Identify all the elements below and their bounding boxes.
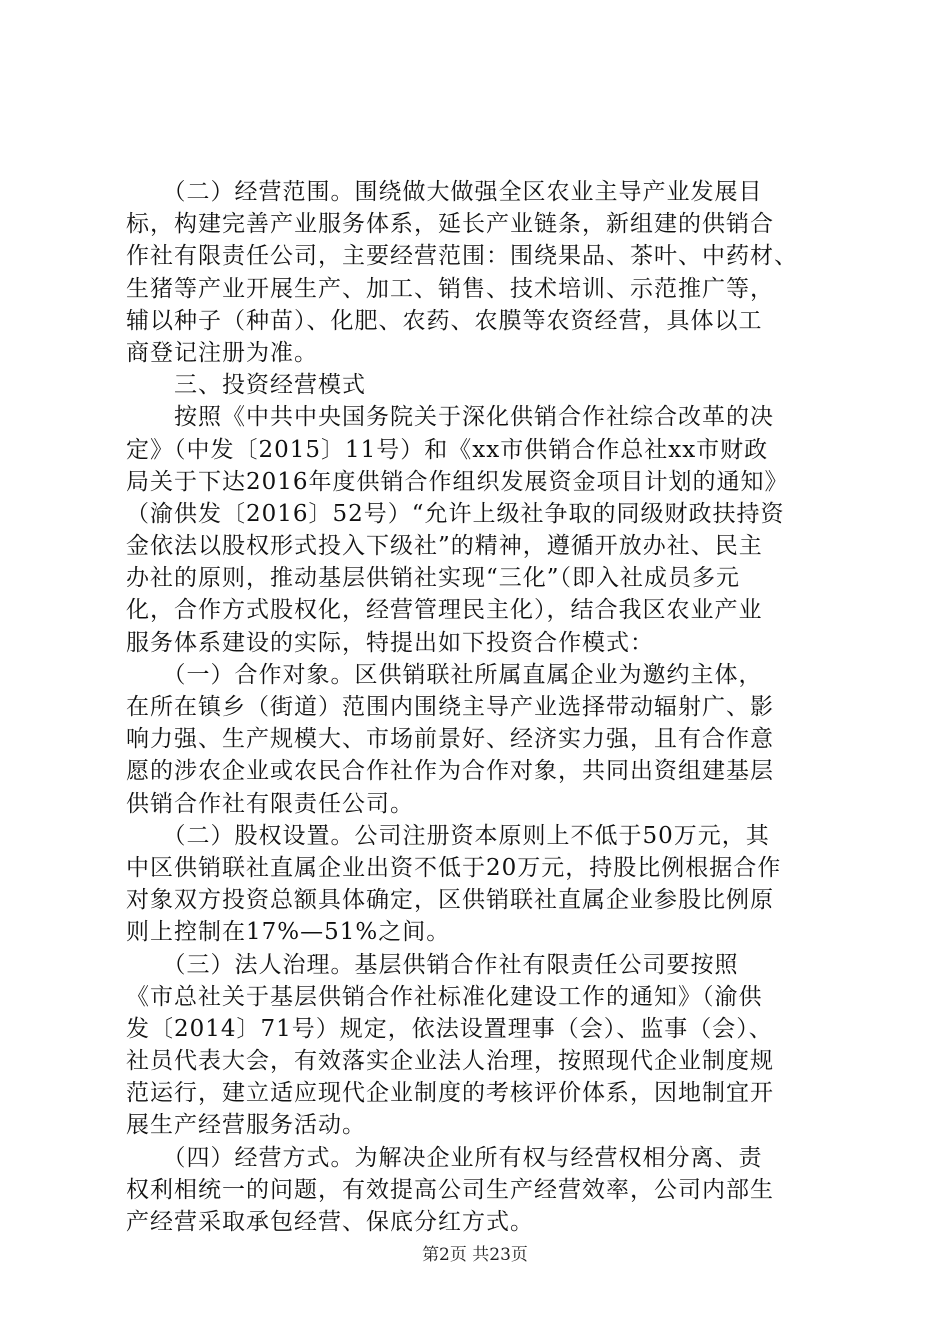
text-line: 服务体系建设的实际，特提出如下投资合作模式： xyxy=(126,629,654,656)
text-line: （渝供发〔2016〕52号）“允许上级社争取的同级财政扶持资 xyxy=(126,500,785,527)
text-line: 化，合作方式股权化，经营管理民主化），结合我区农业产业 xyxy=(126,597,763,624)
text-line: 权利相统一的问题，有效提高公司生产经营效率，公司内部生 xyxy=(126,1176,774,1203)
text-line: 对象双方投资总额具体确定，区供销联社直属企业参股比例原 xyxy=(126,887,774,914)
text-line: 辅以种子（种苗）、化肥、农药、农膜等农资经营，具体以工 xyxy=(126,307,763,334)
page-footer: 第2页 共23页 xyxy=(422,1245,528,1265)
text-line: 商登记注册为准。 xyxy=(126,339,318,366)
text-line: 愿的涉农企业或农民合作社作为合作对象，共同出资组建基层 xyxy=(126,758,774,785)
text-line: 在所在镇乡（街道）范围内围绕主导产业选择带动辐射广、影 xyxy=(126,694,774,720)
text-line: 供销合作社有限责任公司。 xyxy=(126,790,414,817)
text-line: 生猪等产业开展生产、加工、销售、技术培训、示范推广等， xyxy=(126,275,774,302)
text-line: 中区供销联社直属企业出资不低于20万元，持股比例根据合作 xyxy=(126,854,782,881)
text-line: 《市总社关于基层供销合作社标准化建设工作的通知》（渝供 xyxy=(126,983,763,1010)
text-line: 展生产经营服务活动。 xyxy=(126,1112,366,1139)
text-line: 则上控制在17%—51%之间。 xyxy=(126,919,451,946)
text-line: 三、投资经营模式 xyxy=(126,372,366,399)
text-line: 产经营采取承包经营、保底分红方式。 xyxy=(126,1209,534,1235)
text-line: （二）经营范围。围绕做大做强全区农业主导产业发展目 xyxy=(126,179,763,205)
text-line: 局关于下达2016年度供销合作组织发展资金项目计划的通知》 xyxy=(126,468,789,495)
text-line: 办社的原则，推动基层供销社实现“三化”（即入社成员多元 xyxy=(126,565,741,592)
text-line: 发〔2014〕71号）规定，依法设置理事（会）、监事（会）、 xyxy=(126,1015,773,1042)
text-line: （二）股权设置。公司注册资本原则上不低于50万元，其 xyxy=(126,822,770,849)
text-line: 作社有限责任公司，主要经营范围：围绕果品、茶叶、中药材、 xyxy=(126,243,798,270)
text-line: 按照《中共中央国务院关于深化供销合作社综合改革的决 xyxy=(126,404,774,431)
text-line: 金依法以股权形式投入下级社”的精神，遵循开放办社、民主 xyxy=(126,533,763,560)
text-line: 范运行，建立适应现代企业制度的考核评价体系，因地制宜开 xyxy=(126,1080,774,1107)
text-line: （一）合作对象。区供销联社所属直属企业为邀约主体， xyxy=(126,661,763,688)
text-line: 社员代表大会，有效落实企业法人治理，按照现代企业制度规 xyxy=(126,1048,774,1075)
text-line: （三）法人治理。基层供销合作社有限责任公司要按照 xyxy=(126,951,739,978)
text-line: （四）经营方式。为解决企业所有权与经营权相分离、责 xyxy=(126,1144,763,1171)
text-line: 响力强、生产规模大、市场前景好、经济实力强，且有合作意 xyxy=(126,726,774,753)
text-line: 定》（中发〔2015〕11号）和《xx市供销合作总社xx市财政 xyxy=(126,436,769,463)
text-line: 标，构建完善产业服务体系，延长产业链条，新组建的供销合 xyxy=(126,211,774,238)
document-body xyxy=(126,176,851,1238)
